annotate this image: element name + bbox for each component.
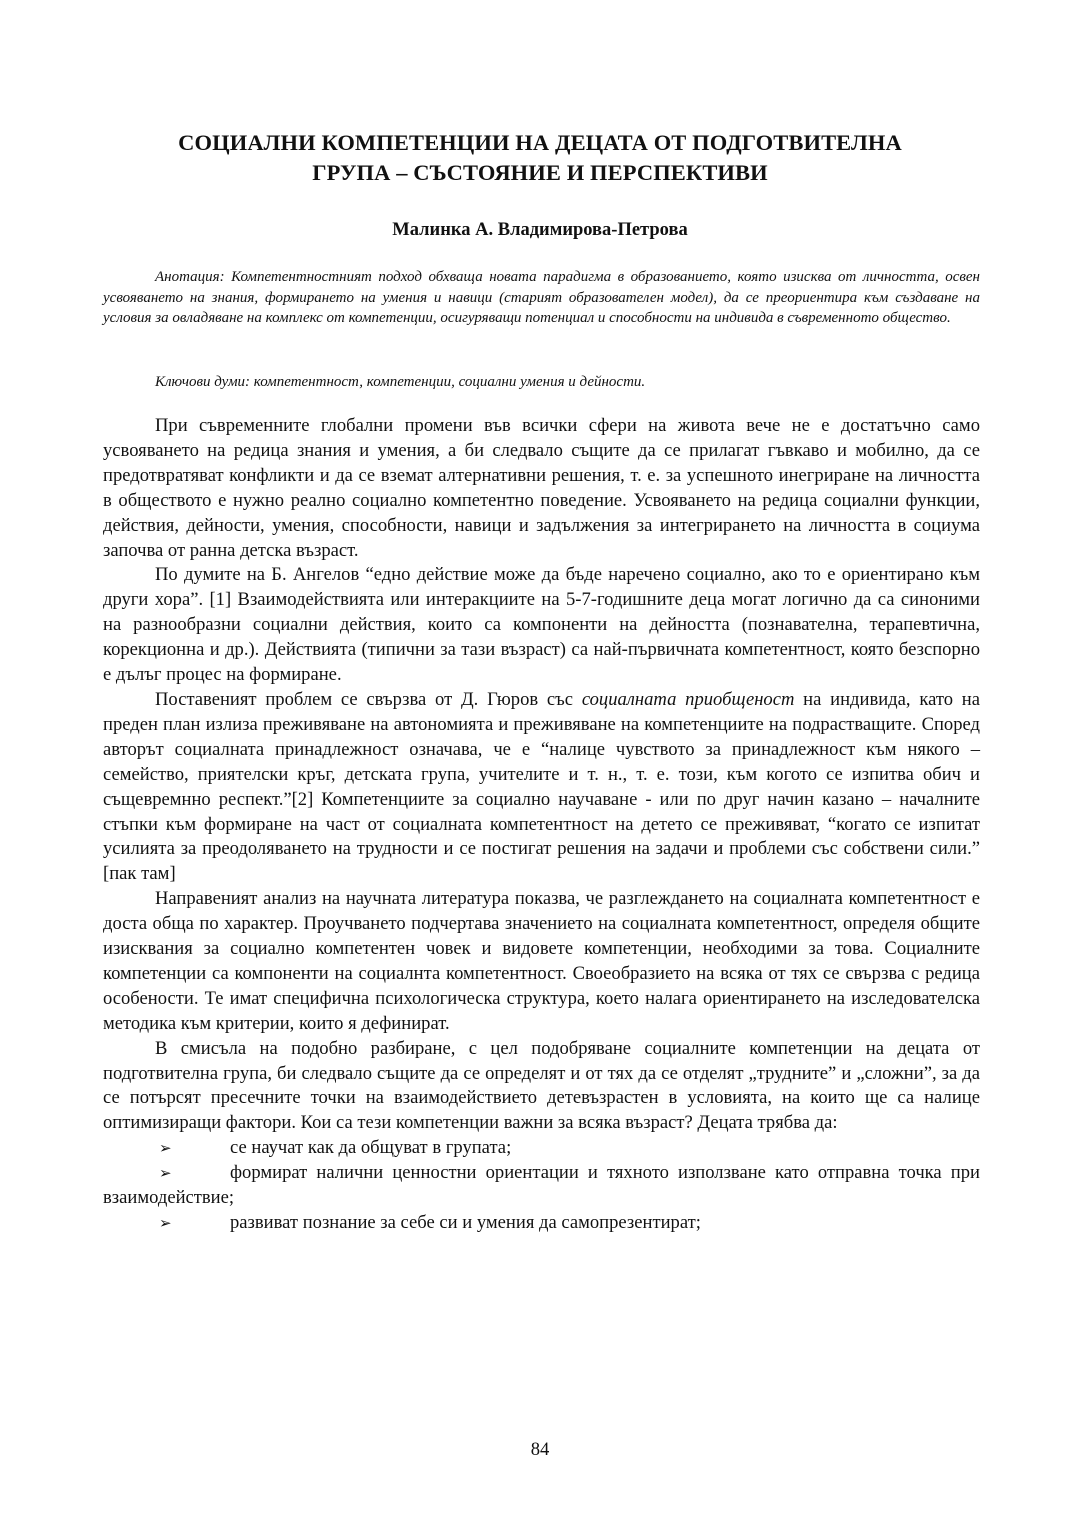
- paragraph-3-emphasis: социалната приобщеност: [581, 688, 795, 710]
- author-name: Малинка А. Владимирова-Петрова: [392, 220, 688, 240]
- paragraph-2: По думите на Б. Ангелов “едно действие може да бъде наречено социално, ако то е ориентирано към други хора”. [1] Взаимодействията или интеракциите на 5-7-годишните деца могат логично да са синоними на разнообразни социални действия, които са компоненти на дейността (познавателна, терапевтична, корекционна и др.). Действията (типични за тази възраст) са най-първичната компетентност, която безспорно е дълъг процес на формиране.: [103, 564, 980, 686]
- abstract: Анотация: Компетентностният подход обхваща новата парадигма в образованието, която изисква от личността, освен усвояването на знания, формирането на умения и навици (старият образователен модел), да се преориентира към създаване на условия за овладяване на комплекс от компетенции, осигуряващи потенциал и способности на индивида в съвременното общество.: [103, 269, 980, 326]
- list-item: [103, 1211, 980, 1236]
- list-item-text: развиват познание за себе си и умения да самопрезентират;: [230, 1212, 701, 1233]
- paragraph-1: При съвременните глобални промени във всички сфери на живота вече не е достатъчно само усвояването на редица знания и умения, а би следвало същите да се прилагат гъвкаво и мобилно, да се предотвратяват конфликти и да се вземат алтернативни решения, т. е. за успешното инегриране на личността в обществото е нужно реално социално компетентно поведение. Усвояването на редица социални функции, действия, дейности, умения, способности, навици и задължения за интегрирането на личността в социума започва от ранна детска възраст.: [103, 415, 980, 561]
- arrowhead-bullet-icon: ➢: [159, 1214, 172, 1232]
- keywords: Ключови думи: компетентност, компетенции, социални умения и дейности.: [155, 374, 646, 390]
- list-item: [103, 1161, 980, 1211]
- paragraph-5: В смисъла на подобно разбиране, с цел подобряване социалните компетенции на децата от подготвителна група, би следвало същите да се определят и от тях да се отделят „трудните” и „сложни”, за да се потърсят пресечните точки на взаимодействието детевъзрастен в условията, на които ще са налице оптимизиращи фактори. Кои са тези компетенции важни за всяка възраст? Децата трябва да:: [103, 1037, 980, 1134]
- page-number: 84: [530, 1439, 550, 1460]
- arrowhead-bullet-icon: ➢: [159, 1164, 172, 1183]
- list-item-text: формират налични ценностни ориентации и тяхното използване като отправна точка при взаимодействие;: [103, 1162, 980, 1209]
- body-text: [103, 414, 980, 1236]
- list-item-text: се научат как да общуват в групата;: [230, 1137, 512, 1159]
- arrowhead-bullet-icon: ➢: [159, 1139, 172, 1158]
- paragraph-4: Направеният анализ на научната литература показва, че разглеждането на социалната компетентност е доста обща по характер. Проучването подчертава значението на социалната компетентност, определя общите изисквания за социално компетентен човек и видовете компетенции, необходими за това. Социалните компетенции са компоненти на социалнта компетентност. Своеобразието на всяка от тях се свързва с редица особености. Те имат специфична психологическа структура, което налага ориентирането на изследователска методика към критерии, които я дефинират.: [103, 888, 980, 1034]
- paper-title-line-1: СОЦИАЛНИ КОМПЕТЕНЦИИ НА ДЕЦАТА ОТ ПОДГОТВИТЕЛНА: [178, 130, 902, 155]
- paragraph-3-start: Поставеният проблем се свързва от Д. Гюров със: [155, 688, 582, 710]
- paragraph-3-rest: на индивида, като на преден план излиза преживяване на автономията и преживяване на компетенциите на подрастващите. Според авторът социалната принадлежност означава, че е “налице чувството за принадлежност към някого – семейство, приятелски кръг, детската група, учителите и т. н., т. е. този, към когото се изпитва обич и същевремнно респект.”[2] Компетенциите за социално научаване - или по друг начин казано – началните стъпки към формиране на част от социалната компетентност на детето се преживяват, “когато се изпитат усилията за преодоляването на трудности и се постигат решения на задачи и проблеми със собствени сили.” [пак там]: [103, 688, 980, 885]
- paragraph-3: [103, 688, 980, 887]
- list-item: [103, 1136, 980, 1161]
- paper-title-line-2: ГРУПА – СЪСТОЯНИЕ И ПЕРСПЕКТИВИ: [312, 160, 768, 185]
- competence-list: [103, 1136, 980, 1236]
- paper-title: [100, 128, 980, 188]
